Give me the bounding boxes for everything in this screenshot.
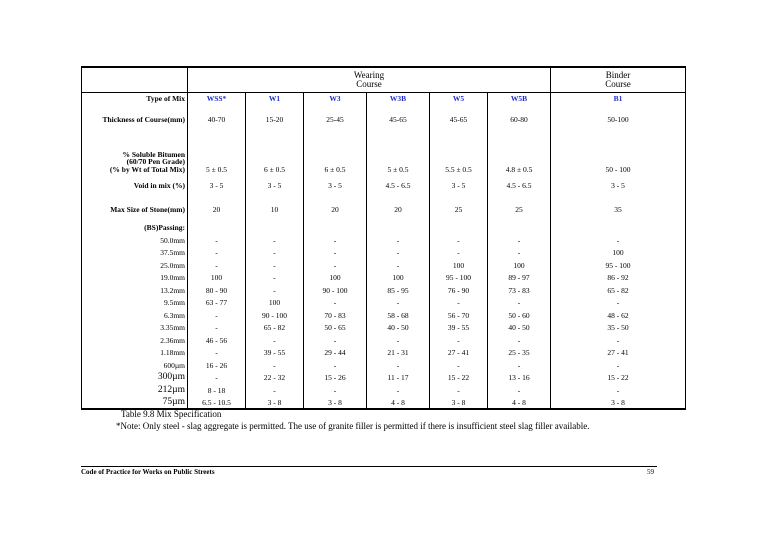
- type-of-mix-label: Type of Mix: [82, 93, 188, 105]
- table-cell: -: [367, 247, 430, 260]
- table-cell: -: [488, 297, 551, 310]
- table-cell: 85 - 95: [367, 284, 430, 297]
- table-cell: 100: [488, 259, 551, 272]
- table-cell: 4 - 8: [367, 397, 430, 410]
- mix-header: W5: [430, 93, 488, 105]
- max-stone-row: [82, 197, 686, 222]
- table-cell: 3 - 8: [551, 397, 686, 410]
- sieve-row: [82, 297, 686, 310]
- table-cell: -: [488, 234, 551, 247]
- table-cell: 4.5 - 6.5: [367, 175, 430, 197]
- table-cell: 20: [304, 197, 367, 222]
- table-cell: -: [488, 334, 551, 347]
- table-cell: 6 ± 0.5: [304, 135, 367, 175]
- sieve-size-label: 300µm: [82, 372, 188, 385]
- table-cell: -: [367, 234, 430, 247]
- mix-header: B1: [551, 93, 686, 105]
- table-cell: 100: [188, 272, 246, 285]
- table-cell: 10: [246, 197, 304, 222]
- sieve-size-label: 2.36mm: [82, 334, 188, 347]
- row-label: [82, 135, 188, 175]
- table-cell: 40 - 50: [367, 322, 430, 335]
- table-cell: -: [188, 309, 246, 322]
- table-caption: Table 9.8 Mix Specification: [121, 409, 222, 419]
- table-cell: 4.5 - 6.5: [488, 175, 551, 197]
- table-cell: 15 - 22: [430, 372, 488, 385]
- table-cell: 60-80: [488, 104, 551, 135]
- table-cell: 35 - 50: [551, 322, 686, 335]
- table-cell: 90 - 100: [246, 309, 304, 322]
- table-cell: 3 - 5: [304, 175, 367, 197]
- sieve-row: [82, 309, 686, 322]
- table-cell: 48 - 62: [551, 309, 686, 322]
- table-cell: 73 - 83: [488, 284, 551, 297]
- table-cell: 15 - 26: [304, 372, 367, 385]
- table-cell: -: [551, 384, 686, 397]
- sieve-size-label: 19.0mm: [82, 272, 188, 285]
- table-cell: [430, 222, 488, 234]
- table-cell: 50-100: [551, 104, 686, 135]
- binder-course-header: [551, 67, 686, 93]
- table-cell: 86 - 92: [551, 272, 686, 285]
- table-cell: 20: [367, 197, 430, 222]
- table-cell: 50 - 100: [551, 135, 686, 175]
- table-cell: 100: [430, 259, 488, 272]
- footer-title: Code of Practice for Works on Public Streets: [81, 468, 215, 476]
- table-cell: -: [488, 384, 551, 397]
- table-cell: 100: [246, 297, 304, 310]
- row-label: Thickness of Course(mm): [82, 104, 188, 135]
- table-cell: -: [304, 259, 367, 272]
- table-cell: -: [551, 234, 686, 247]
- sieve-size-label: 9.5mm: [82, 297, 188, 310]
- sieve-row: [82, 284, 686, 297]
- table-cell: 6.5 - 10.5: [188, 397, 246, 410]
- void-row: [82, 175, 686, 197]
- sieve-rows: [82, 234, 686, 409]
- mix-header: WSS*: [188, 93, 246, 105]
- table-cell: 27 - 41: [430, 347, 488, 360]
- table-cell: 45-65: [367, 104, 430, 135]
- sieve-row: [82, 247, 686, 260]
- table-cell: 3 - 8: [304, 397, 367, 410]
- mix-header: W3: [304, 93, 367, 105]
- table-cell: 8 - 18: [188, 384, 246, 397]
- mix-header: W1: [246, 93, 304, 105]
- table-cell: -: [188, 347, 246, 360]
- table-cell: -: [246, 247, 304, 260]
- table-cell: 3 - 5: [551, 175, 686, 197]
- table-cell: -: [304, 247, 367, 260]
- table-cell: -: [551, 359, 686, 372]
- table-cell: -: [367, 359, 430, 372]
- table-cell: 22 - 32: [246, 372, 304, 385]
- wearing-course-label: Course: [356, 79, 382, 89]
- sieve-row: [82, 359, 686, 372]
- table-cell: 56 - 70: [430, 309, 488, 322]
- table-cell: 95 - 100: [551, 259, 686, 272]
- table-cell: 63 - 77: [188, 297, 246, 310]
- sieve-row: [82, 334, 686, 347]
- table-cell: 46 - 56: [188, 334, 246, 347]
- table-cell: -: [304, 234, 367, 247]
- table-cell: -: [188, 259, 246, 272]
- table-cell: [304, 222, 367, 234]
- table-cell: -: [304, 297, 367, 310]
- table-cell: 15-20: [246, 104, 304, 135]
- table-cell: 3 - 8: [430, 397, 488, 410]
- table-cell: -: [304, 334, 367, 347]
- passing-row: [82, 222, 686, 234]
- table-cell: -: [551, 297, 686, 310]
- table-cell: -: [367, 384, 430, 397]
- table-cell: -: [430, 384, 488, 397]
- type-of-mix-row: [82, 93, 686, 105]
- mix-header: W5B: [488, 93, 551, 105]
- table-cell: 3 - 5: [188, 175, 246, 197]
- footer-rule: [81, 466, 657, 467]
- sieve-size-label: 37.5mm: [82, 247, 188, 260]
- bitumen-grade-label: (60/70 Pen Grade): [126, 157, 185, 166]
- binder-label: Binder: [605, 70, 631, 80]
- table-cell: 100: [304, 272, 367, 285]
- mix-specification-table: [81, 66, 686, 410]
- table-cell: -: [246, 234, 304, 247]
- table-cell: 4 - 8: [488, 397, 551, 410]
- table-cell: -: [367, 334, 430, 347]
- table-cell: 21 - 31: [367, 347, 430, 360]
- header-row: [82, 67, 686, 93]
- table-cell: [367, 222, 430, 234]
- table-cell: -: [430, 297, 488, 310]
- wearing-label: Wearing: [353, 70, 385, 80]
- sieve-size-label: 13.2mm: [82, 284, 188, 297]
- table-cell: -: [246, 272, 304, 285]
- table-cell: -: [246, 284, 304, 297]
- table-cell: 3 - 5: [430, 175, 488, 197]
- table-cell: 25: [430, 197, 488, 222]
- table-cell: 70 - 83: [304, 309, 367, 322]
- table-cell: 65 - 82: [246, 322, 304, 335]
- table-cell: 5 ± 0.5: [188, 135, 246, 175]
- table-cell: 100: [551, 247, 686, 260]
- table-cell: -: [188, 372, 246, 385]
- table-cell: 50 - 60: [488, 309, 551, 322]
- table-cell: 15 - 22: [551, 372, 686, 385]
- row-label: Max Size of Stone(mm): [82, 197, 188, 222]
- table-cell: 3 - 8: [246, 397, 304, 410]
- table-cell: 100: [367, 272, 430, 285]
- bitumen-label: % Soluble Bitumen: [122, 149, 185, 159]
- page-number: 59: [647, 468, 654, 476]
- bitumen-weight-label: (% by Wt of Total Mix): [109, 164, 185, 174]
- table-cell: 3 - 5: [246, 175, 304, 197]
- table-cell: 29 - 44: [304, 347, 367, 360]
- table-cell: -: [246, 384, 304, 397]
- table-cell: 25 - 35: [488, 347, 551, 360]
- table-cell: 35: [551, 197, 686, 222]
- table-cell: [246, 222, 304, 234]
- sieve-size-label: 25.0mm: [82, 259, 188, 272]
- table-cell: 16 - 26: [188, 359, 246, 372]
- table-note: *Note: Only steel - slag aggregate is permitted. The use of granite filler is permitted if there is insufficient steel slag filler available.: [116, 421, 590, 431]
- row-label: Void in mix (%): [82, 175, 188, 197]
- table-cell: [188, 222, 246, 234]
- table-cell: 5.5 ± 0.5: [430, 135, 488, 175]
- sieve-size-label: 75µm: [82, 397, 188, 410]
- wearing-course-header: [188, 67, 551, 93]
- table-cell: -: [246, 359, 304, 372]
- sieve-row: [82, 347, 686, 360]
- sieve-size-label: 1.18mm: [82, 347, 188, 360]
- table-cell: 76 - 90: [430, 284, 488, 297]
- sieve-row: [82, 234, 686, 247]
- table-cell: -: [246, 334, 304, 347]
- table-cell: 89 - 97: [488, 272, 551, 285]
- table-cell: -: [188, 234, 246, 247]
- table-cell: 58 - 68: [367, 309, 430, 322]
- table-cell: 6 ± 0.5: [246, 135, 304, 175]
- sieve-row: [82, 272, 686, 285]
- bitumen-row: [82, 135, 686, 175]
- sieve-size-label: 600µm: [82, 359, 188, 372]
- table-cell: [488, 222, 551, 234]
- table-cell: 13 - 16: [488, 372, 551, 385]
- table-cell: -: [367, 259, 430, 272]
- table-cell: 39 - 55: [246, 347, 304, 360]
- table-cell: [551, 222, 686, 234]
- table-cell: -: [367, 297, 430, 310]
- passing-label: (BS)Passing:: [82, 222, 188, 234]
- table-cell: -: [488, 359, 551, 372]
- sieve-row: [82, 259, 686, 272]
- table-cell: -: [430, 334, 488, 347]
- table-cell: 40 - 50: [488, 322, 551, 335]
- table-cell: 80 - 90: [188, 284, 246, 297]
- sieve-size-label: 3.35mm: [82, 322, 188, 335]
- table-cell: -: [488, 247, 551, 260]
- table-cell: -: [304, 359, 367, 372]
- table-cell: 95 - 100: [430, 272, 488, 285]
- table-cell: 25: [488, 197, 551, 222]
- table-cell: -: [246, 259, 304, 272]
- table-cell: -: [188, 322, 246, 335]
- sieve-size-label: 6.3mm: [82, 309, 188, 322]
- sieve-row: [82, 322, 686, 335]
- table-cell: 65 - 82: [551, 284, 686, 297]
- sieve-size-label: 50.0mm: [82, 234, 188, 247]
- sieve-row: [82, 372, 686, 385]
- sieve-row: [82, 384, 686, 397]
- table-cell: -: [551, 334, 686, 347]
- sieve-size-label: 212µm: [82, 384, 188, 397]
- table-cell: 11 - 17: [367, 372, 430, 385]
- thickness-row: [82, 104, 686, 135]
- table-cell: 90 - 100: [304, 284, 367, 297]
- table-cell: 39 - 55: [430, 322, 488, 335]
- table-cell: -: [430, 247, 488, 260]
- sieve-row: [82, 397, 686, 410]
- table-cell: 45-65: [430, 104, 488, 135]
- table-cell: 27 - 41: [551, 347, 686, 360]
- table-cell: 25-45: [304, 104, 367, 135]
- table-cell: -: [430, 234, 488, 247]
- table-cell: 5 ± 0.5: [367, 135, 430, 175]
- table-cell: -: [304, 384, 367, 397]
- table-cell: 20: [188, 197, 246, 222]
- header-blank: [82, 67, 188, 93]
- table-cell: -: [430, 359, 488, 372]
- mix-header: W3B: [367, 93, 430, 105]
- table-cell: 4.8 ± 0.5: [488, 135, 551, 175]
- binder-course-label: Course: [605, 79, 631, 89]
- table-cell: 40-70: [188, 104, 246, 135]
- table-cell: -: [188, 247, 246, 260]
- table-cell: 50 - 65: [304, 322, 367, 335]
